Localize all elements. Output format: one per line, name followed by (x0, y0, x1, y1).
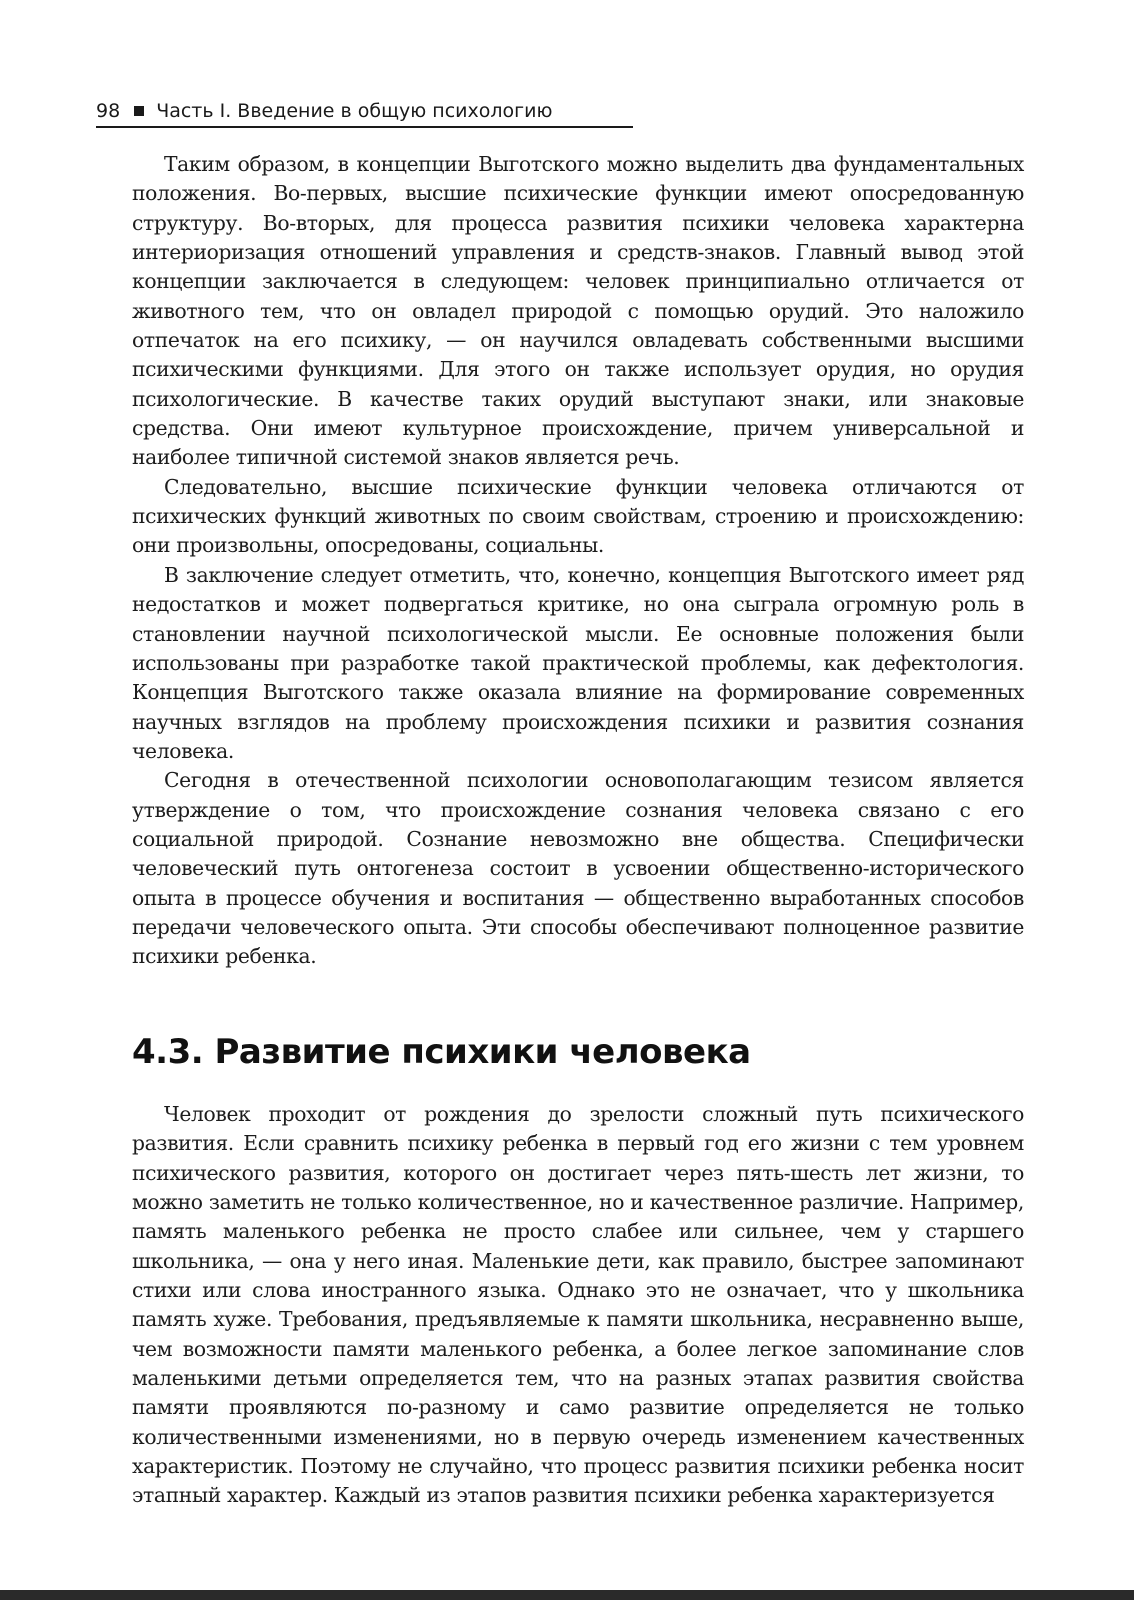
text-block-development (132, 1100, 1024, 1511)
page-number: 98 (96, 100, 121, 122)
paragraph: В заключение следует отметить, что, конечно, концепция Выготского имеет ряд недостатков и может подвергаться критике, но она сыграла огромную роль в становлении научной психологической мысли. Ее основные положения были использованы при разработке такой практической проблемы, как дефектология. Концепция Выготского также оказала влияние на формирование современных научных взглядов на проблему происхождения психики и развития сознания человека. (132, 562, 1024, 763)
paragraph: Человек проходит от рождения до зрелости сложный путь психического развития. Если сравнить психику ребенка в первый год его жизни с тем уровнем психического развития, которого он достигает через пять-шесть лет жизни, то можно заметить не только количественное, но и качественное различие. Например, память маленького ребенка не просто слабее или сильнее, чем у старшего школьника, — она у него иная. Маленькие дети, как правило, быстрее запоминают стихи или слова иностранного языка. Однако это не означает, что у школьника память хуже. Требования, предъявляемые к памяти школьника, несравненно выше, чем возможности памяти маленького ребенка, а более легкое запоминание слов маленькими детьми определяется тем, что на разных этапах развития свойства памяти проявляются по-разному и само развитие определяется не только количественными изменениями, но в первую очередь изменением качественных характеристик. Поэтому не случайно, что процесс развития психики ребенка носит этапный характер. Каждый из этапов развития психики ребенка характеризуется (132, 1102, 1024, 1508)
square-bullet-icon (134, 106, 144, 116)
running-header (96, 96, 633, 128)
scan-bottom-edge (0, 1590, 1134, 1600)
text-block-vygotsky (132, 150, 1024, 972)
paragraph: Следовательно, высшие психические функции человека отличаются от психических функций животных по своим свойствам, строению и происхождению: они произвольны, опосредованы, социальны. (132, 474, 1024, 558)
paragraph: Таким образом, в концепции Выготского можно выделить два фундаментальных положения. Во-первых, высшие психические функции имеют опосредованную структуру. Во-вторых, для процесса развития психики человека характерна интериоризация отношений управления и средств-знаков. Главный вывод этой концепции заключается в следующем: человек принципиально отличается от животного тем, что он овладел природой с помощью орудий. Это наложило отпечаток на его психику, — он научился овладевать собственными высшими психическими функциями. Для этого он также использует орудия, но орудия психологические. В качестве таких орудий выступают знаки, или знаковые средства. Они имеют культурное происхождение, причем универсальной и наиболее типичной системой знаков является речь. (132, 152, 1024, 470)
running-title: Часть I. Введение в общую психологию (156, 100, 553, 122)
paragraph: Сегодня в отечественной психологии основополагающим тезисом является утверждение о том, что происхождение сознания человека связано с его социальной природой. Сознание невозможно вне общества. Специфически человеческий путь онтогенеза состоит в усвоении общественно-исторического опыта в процессе обучения и воспитания — общественно выработанных способов передачи человеческого опыта. Эти способы обеспечивают полноценное развитие психики ребенка. (132, 768, 1024, 969)
section-heading: 4.3. Развитие психики человека (132, 1032, 751, 1072)
